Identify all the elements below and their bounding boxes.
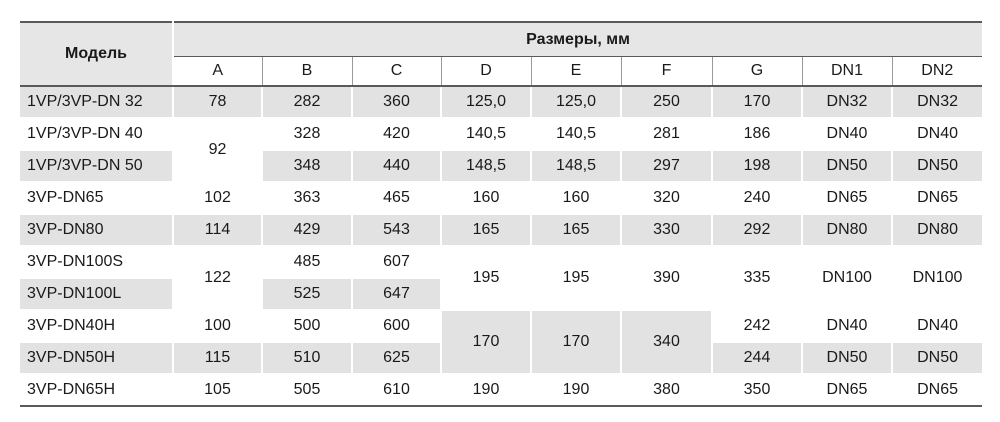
- model-cell: 1VP/3VP-DN 40: [20, 118, 173, 150]
- cell-f: 281: [621, 118, 712, 150]
- cell-dn2: DN32: [892, 86, 982, 118]
- cell-f: 380: [621, 374, 712, 406]
- cell-c: 610: [352, 374, 441, 406]
- cell-g: 244: [712, 342, 802, 374]
- model-cell: 3VP-DN65: [20, 182, 173, 214]
- cell-c: 600: [352, 310, 441, 342]
- column-header-b: B: [262, 57, 352, 87]
- column-header-g: G: [712, 57, 802, 87]
- cell-c: 465: [352, 182, 441, 214]
- cell-g: 350: [712, 374, 802, 406]
- cell-dn1: DN40: [802, 118, 892, 150]
- cell-g: 292: [712, 214, 802, 246]
- cell-dn1: DN32: [802, 86, 892, 118]
- table-row: [20, 86, 982, 118]
- cell-b: 510: [262, 342, 352, 374]
- cell-b: 500: [262, 310, 352, 342]
- cell-g: 242: [712, 310, 802, 342]
- cell-d: 160: [441, 182, 531, 214]
- cell-f: 297: [621, 150, 712, 182]
- cell-c: 543: [352, 214, 441, 246]
- model-cell: 3VP-DN100L: [20, 278, 173, 310]
- table-row: [20, 214, 982, 246]
- cell-c: 360: [352, 86, 441, 118]
- cell-e: 160: [531, 182, 621, 214]
- cell-d: 125,0: [441, 86, 531, 118]
- cell-f: 390: [621, 246, 712, 310]
- cell-b: 328: [262, 118, 352, 150]
- cell-f: 330: [621, 214, 712, 246]
- table-row: [20, 118, 982, 150]
- cell-d: 170: [441, 310, 531, 374]
- cell-dn1: DN50: [802, 150, 892, 182]
- model-cell: 3VP-DN80: [20, 214, 173, 246]
- model-cell: 3VP-DN40H: [20, 310, 173, 342]
- cell-dn1: DN100: [802, 246, 892, 310]
- cell-a: 78: [173, 86, 262, 118]
- cell-a: 105: [173, 374, 262, 406]
- cell-c: 420: [352, 118, 441, 150]
- cell-dn2: DN50: [892, 150, 982, 182]
- cell-e: 190: [531, 374, 621, 406]
- column-header-dn1: DN1: [802, 57, 892, 87]
- cell-d: 195: [441, 246, 531, 310]
- cell-b: 485: [262, 246, 352, 278]
- cell-e: 125,0: [531, 86, 621, 118]
- column-header-c: C: [352, 57, 441, 87]
- cell-d: 165: [441, 214, 531, 246]
- cell-a: 102: [173, 182, 262, 214]
- cell-a: 114: [173, 214, 262, 246]
- cell-dn2: DN40: [892, 310, 982, 342]
- cell-dn2: DN40: [892, 118, 982, 150]
- model-cell: 3VP-DN50H: [20, 342, 173, 374]
- cell-a: 100: [173, 310, 262, 342]
- cell-c: 440: [352, 150, 441, 182]
- cell-d: 140,5: [441, 118, 531, 150]
- cell-e: 140,5: [531, 118, 621, 150]
- cell-b: 525: [262, 278, 352, 310]
- cell-b: 348: [262, 150, 352, 182]
- cell-f: 250: [621, 86, 712, 118]
- cell-e: 148,5: [531, 150, 621, 182]
- cell-dn2: DN50: [892, 342, 982, 374]
- cell-g: 335: [712, 246, 802, 310]
- cell-b: 282: [262, 86, 352, 118]
- column-header-e: E: [531, 57, 621, 87]
- cell-f: 340: [621, 310, 712, 374]
- cell-g: 170: [712, 86, 802, 118]
- cell-e: 170: [531, 310, 621, 374]
- column-header-dn2: DN2: [892, 57, 982, 87]
- model-cell: 1VP/3VP-DN 32: [20, 86, 173, 118]
- cell-dn2: DN65: [892, 374, 982, 406]
- cell-g: 240: [712, 182, 802, 214]
- cell-d: 148,5: [441, 150, 531, 182]
- table-row: [20, 182, 982, 214]
- cell-dn1: DN40: [802, 310, 892, 342]
- column-header-a: A: [173, 57, 262, 87]
- model-cell: 1VP/3VP-DN 50: [20, 150, 173, 182]
- column-header-d: D: [441, 57, 531, 87]
- cell-f: 320: [621, 182, 712, 214]
- cell-c: 647: [352, 278, 441, 310]
- cell-b: 505: [262, 374, 352, 406]
- cell-dn2: DN80: [892, 214, 982, 246]
- cell-g: 198: [712, 150, 802, 182]
- dimensions-table: [20, 21, 982, 407]
- table-row: [20, 246, 982, 278]
- column-header-f: F: [621, 57, 712, 87]
- cell-dn1: DN80: [802, 214, 892, 246]
- cell-c: 625: [352, 342, 441, 374]
- model-cell: 3VP-DN100S: [20, 246, 173, 278]
- sizes-header: Размеры, мм: [173, 22, 982, 57]
- table-row: [20, 374, 982, 406]
- cell-dn1: DN50: [802, 342, 892, 374]
- model-header: Модель: [20, 22, 173, 86]
- cell-e: 165: [531, 214, 621, 246]
- table-row: [20, 310, 982, 342]
- cell-a: 92: [173, 118, 262, 182]
- cell-e: 195: [531, 246, 621, 310]
- dimensions-table-container: [20, 21, 982, 407]
- model-cell: 3VP-DN65H: [20, 374, 173, 406]
- cell-b: 429: [262, 214, 352, 246]
- cell-g: 186: [712, 118, 802, 150]
- cell-dn2: DN65: [892, 182, 982, 214]
- cell-dn2: DN100: [892, 246, 982, 310]
- cell-dn1: DN65: [802, 182, 892, 214]
- table-row: [20, 150, 982, 182]
- cell-d: 190: [441, 374, 531, 406]
- cell-a: 122: [173, 246, 262, 310]
- cell-dn1: DN65: [802, 374, 892, 406]
- cell-a: 115: [173, 342, 262, 374]
- cell-c: 607: [352, 246, 441, 278]
- cell-b: 363: [262, 182, 352, 214]
